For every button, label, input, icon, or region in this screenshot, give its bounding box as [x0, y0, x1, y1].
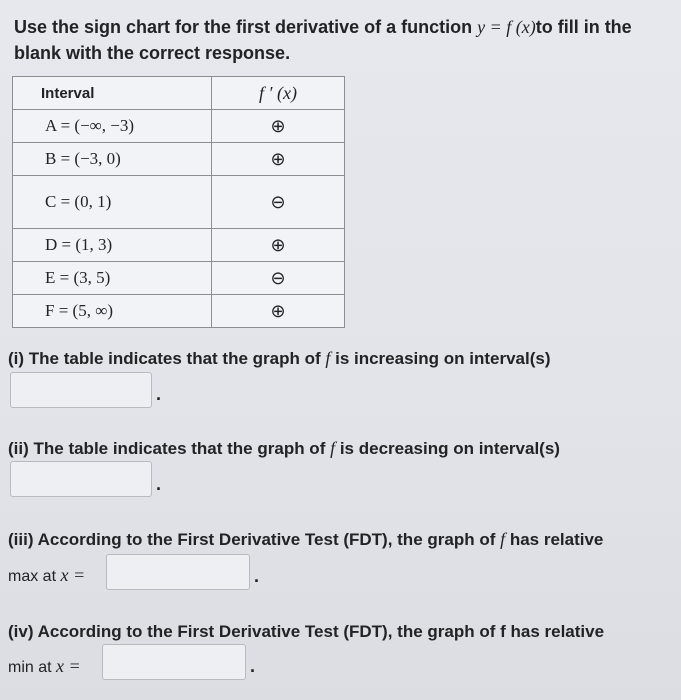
fprime-header: f ′ (x) — [212, 77, 345, 110]
question-3-text-end: has relative — [505, 530, 604, 549]
function-f: f — [330, 438, 336, 458]
relative-max-input[interactable] — [106, 554, 250, 590]
question-4 — [8, 620, 673, 644]
question-1-text-end: is increasing on interval(s) — [330, 349, 551, 368]
sign-cell: ⊖ — [212, 262, 345, 295]
instructions-text: Use the sign chart for the first derivative of a function — [14, 17, 478, 37]
table-row — [13, 143, 345, 176]
interval-cell: B = (−3, 0) — [13, 143, 212, 176]
relative-min-input[interactable] — [102, 644, 246, 680]
question-3-text: (iii) According to the First Derivative Test (FDT), the graph of — [8, 530, 501, 549]
period: . — [250, 656, 256, 676]
max-label-text: max at — [8, 568, 61, 585]
period: . — [254, 566, 260, 586]
sign-cell: ⊕ — [212, 229, 345, 262]
function-f: f — [500, 529, 506, 549]
question-2-text-end: is decreasing on interval(s) — [335, 439, 560, 458]
sign-cell: ⊕ — [212, 295, 345, 328]
table-header-row — [13, 77, 345, 110]
interval-header: Interval — [13, 77, 212, 110]
interval-cell: C = (0, 1) — [13, 176, 212, 229]
function-f: f — [325, 348, 331, 368]
table-row — [13, 110, 345, 143]
min-label — [8, 656, 81, 677]
sign-cell: ⊕ — [212, 110, 345, 143]
instructions-text-end: to fill in the blank with the correct response. — [14, 17, 632, 63]
instructions — [14, 14, 669, 66]
table-row — [13, 229, 345, 262]
table-row — [13, 262, 345, 295]
max-label — [8, 565, 85, 586]
increasing-intervals-input[interactable] — [10, 372, 152, 408]
question-4-text: (iv) According to the First Derivative Test (FDT), the graph of f has relative — [8, 622, 605, 641]
decreasing-intervals-input[interactable] — [10, 461, 152, 497]
sign-cell: ⊕ — [212, 143, 345, 176]
question-1 — [8, 346, 673, 371]
table-row — [13, 295, 345, 328]
sign-cell: ⊖ — [212, 176, 345, 229]
sign-chart-table — [12, 76, 345, 328]
interval-cell: D = (1, 3) — [13, 229, 212, 262]
interval-cell: E = (3, 5) — [13, 262, 212, 295]
min-label-text: min at — [8, 659, 57, 676]
table-row — [13, 176, 345, 229]
function-notation: y = f (x) — [477, 17, 536, 37]
interval-cell: F = (5, ∞) — [13, 295, 212, 328]
interval-cell: A = (−∞, −3) — [13, 110, 212, 143]
period: . — [156, 474, 162, 494]
question-1-text: (i) The table indicates that the graph of — [8, 349, 326, 368]
period: . — [156, 384, 162, 404]
x-variable: x = — [56, 656, 81, 676]
question-2 — [8, 436, 673, 461]
question-2-text: (ii) The table indicates that the graph of — [8, 439, 331, 458]
question-3 — [8, 527, 673, 552]
x-variable: x = — [60, 565, 86, 585]
